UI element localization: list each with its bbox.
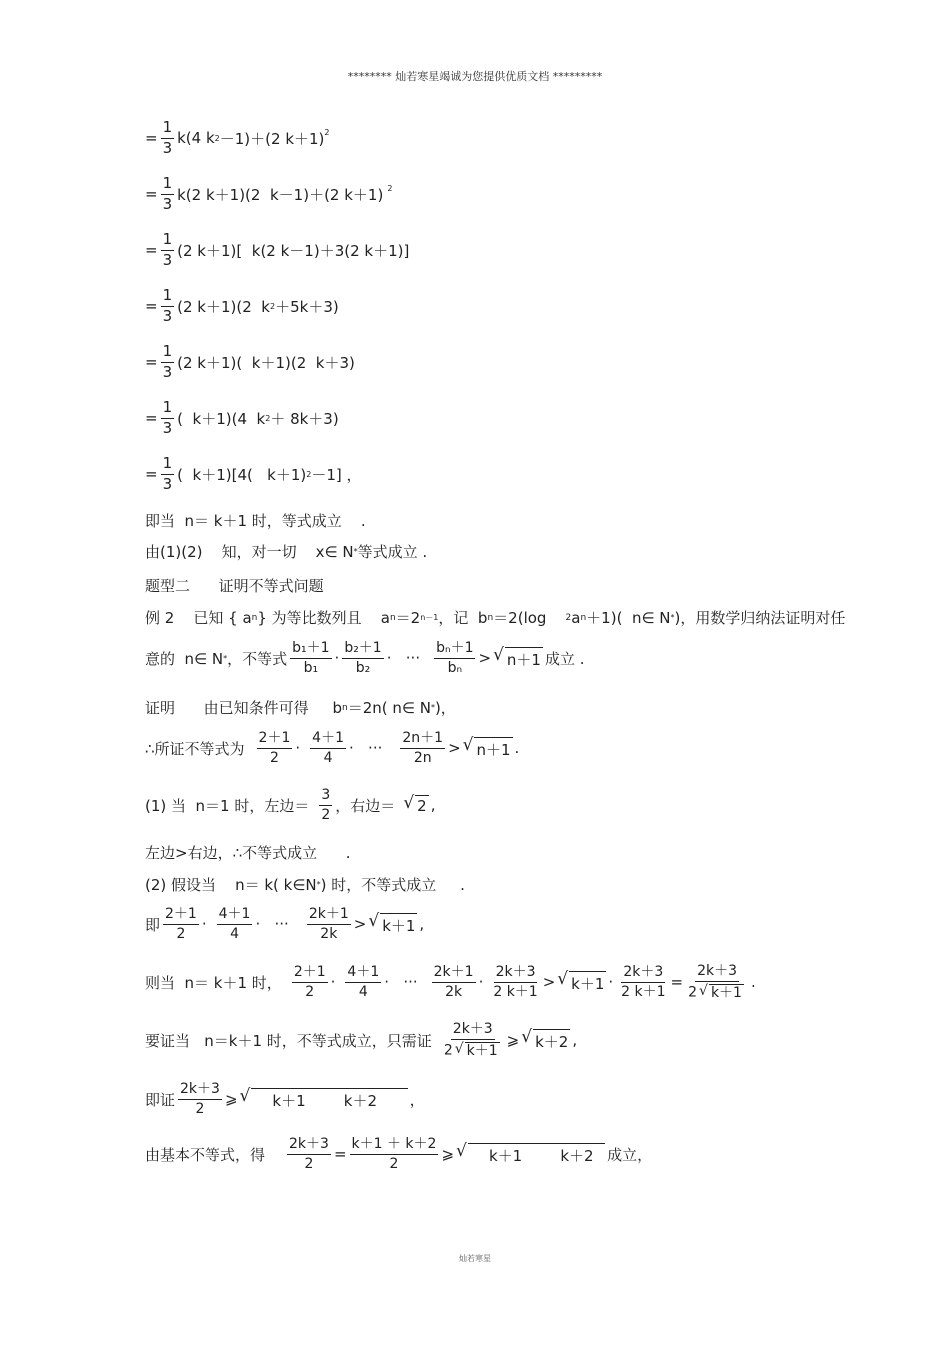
fraction-one-third: $\frac{1}{3}$ — [162, 454, 173, 493]
fraction: $\frac{4+1}{4}$ — [312, 730, 344, 766]
square-root: √ k＋1 — [368, 910, 416, 935]
equation-line-1: = $\frac{1}{3}$ k(4 k 2 －1)＋(2 k＋1) $^2$ — [145, 118, 330, 157]
basic-inequality: 由基本不等式，得 $\frac{2k+3}{2}$ = $\frac{k+1 + k+2}{2}$ ⩾ √ k＋1 k＋2 成立， — [145, 1136, 653, 1172]
fraction: $\frac{4+1}{4}$ — [218, 906, 251, 942]
fraction: $\frac{\text{b₁＋1}}{\text{b₁}}$ — [292, 640, 330, 676]
square-root: √ k＋1 k＋2 — [456, 1140, 604, 1165]
fraction-one-third: $\frac{1}{3}$ — [162, 286, 173, 325]
square-root: √ k＋2 — [521, 1026, 569, 1051]
square-root: √ n＋1 — [462, 734, 511, 759]
case-2-hypothesis: (2) 假设当 n＝ k( k∈N * ) 时，不等式成立 . — [145, 876, 465, 894]
fraction: 2k＋3 2 √ k＋1 — [443, 1021, 498, 1059]
case-1: (1) 当 n＝1 时，左边＝ $\frac{3}{2}$ ，右边＝ √ 2 , — [145, 787, 436, 823]
fraction: $\frac{3}{2}$ — [321, 787, 331, 823]
need-to-prove: 要证当 n＝k＋1 时，不等式成立，只需证 2k＋3 2 √ k＋1 ⩾ √ k＋2 , — [145, 1021, 578, 1059]
case-1-conclusion: 左边>右边，∴不等式成立 . — [145, 844, 351, 862]
induction-step: 则当 n＝ k＋1 时， $\frac{2+1}{2}$ · $\frac{4+1}{4}$ · ··· $\frac{2k+1}{2k}$ · $\frac{2k+3}{2 k+1}$ > √ k＋1 · $\frac{2k+3}{2 k+1}$ = 2k＋3 2 √ k＋1 . — [145, 963, 756, 1001]
fraction: $\frac{4+1}{4}$ — [347, 964, 380, 1000]
fraction: $\frac{2+1}{2}$ — [293, 964, 326, 1000]
inequality-to-prove: ∴所证不等式为 $\frac{2+1}{2}$ · $\frac{4+1}{4}$ · ··· $\frac{2n+1}{2n}$ > √ n＋1 . — [145, 730, 520, 766]
proof-start: 证明 由已知条件可得 b n ＝2n( n∈ N * )， — [145, 699, 456, 717]
induction-hypothesis: 即 $\frac{2+1}{2}$ · $\frac{4+1}{4}$ · ··· $\frac{2k+1}{2k}$ > √ k＋1 , — [145, 906, 425, 942]
square-root: √ k＋1 — [557, 968, 605, 993]
fraction: $\frac{2+1}{2}$ — [165, 906, 197, 942]
page-header: ******** 灿若寒星竭诚为您提供优质文档 ********* — [347, 70, 603, 83]
fraction: $\frac{2k+3}{2 k+1}$ — [621, 964, 666, 1000]
equation-line-5: = $\frac{1}{3}$ (2 k＋1)( k＋1)(2 k＋3) — [145, 342, 355, 381]
fraction: $\frac{2k+1}{2k}$ — [433, 964, 474, 1000]
fraction-one-third: $\frac{1}{3}$ — [162, 398, 173, 437]
example-2-inequality: 意的 n∈ N * ，不等式 $\frac{\text{b₁＋1}}{\text{b₁}}$ · $\frac{\text{b₂＋1}}{\text{b₂}}$ · ··· $\frac{\text{bₙ＋1}}{\text{bₙ}}$ > √ n＋1 成立 . — [145, 640, 585, 676]
fraction: 2k＋3 2 √ k＋1 — [688, 963, 742, 1001]
fraction: $\frac{2k+3}{2 k+1}$ — [493, 964, 538, 1000]
example-2-statement: 例 2 已知 { a n } 为等比数列且 a n ＝2 n－1 ，记 b n ＝2(log 2 a n ＋1)( n∈ N * )，用数学归纳法证明对任 — [145, 608, 846, 627]
fraction-one-third: $\frac{1}{3}$ — [162, 174, 173, 213]
text-conclusion: 由(1)(2) 知，对一切 x∈ N * 等式成立 . — [145, 543, 428, 561]
square-root: √ k＋1 — [454, 1040, 498, 1059]
page-footer: 灿若寒星 — [459, 1254, 491, 1263]
section-heading: 题型二 证明不等式问题 — [145, 577, 324, 595]
equation-line-6: = $\frac{1}{3}$ ( k＋1)(4 k 2 ＋ 8k＋3) — [145, 398, 339, 437]
fraction: $\frac{2k+3}{2}$ — [180, 1081, 220, 1117]
fraction-one-third: $\frac{1}{3}$ — [162, 342, 173, 381]
square-root: √ k＋1 k＋2 — [239, 1085, 406, 1110]
equivalent-statement: 即证 $\frac{2k+3}{2}$ ⩾ √ k＋1 k＋2 ， — [145, 1081, 425, 1117]
fraction: $\frac{k+1 + k+2}{2}$ — [351, 1136, 437, 1172]
fraction: $\frac{2+1}{2}$ — [258, 730, 291, 766]
fraction: $\frac{\text{b₂＋1}}{\text{b₂}}$ — [344, 640, 382, 676]
fraction: $\frac{2n+1}{2n}$ — [402, 730, 444, 766]
fraction: $\frac{2k+3}{2}$ — [289, 1136, 329, 1172]
fraction: $\frac{\text{bₙ＋1}}{\text{bₙ}}$ — [436, 640, 474, 676]
square-root: √ n＋1 — [493, 644, 541, 669]
square-root: √ 2 — [403, 793, 427, 816]
fraction-one-third: $\frac{1}{3}$ — [162, 230, 173, 269]
equation-line-3: = $\frac{1}{3}$ (2 k＋1)[ k(2 k－1)＋3(2 k＋1)] — [145, 230, 410, 269]
square-root: √ k＋1 — [699, 982, 742, 1001]
fraction: $\frac{2k+1}{2k}$ — [308, 906, 349, 942]
text-equality-holds: 即当 n＝ k＋1 时，等式成立 . — [145, 512, 366, 530]
fraction-one-third: $\frac{1}{3}$ — [162, 118, 173, 157]
equation-line-2: = $\frac{1}{3}$ k(2 k＋1)(2 k－1)＋(2 k＋1) $^2$ — [145, 174, 393, 213]
equation-line-4: = $\frac{1}{3}$ (2 k＋1)(2 k 2 ＋5k＋3) — [145, 286, 339, 325]
equation-line-7: = $\frac{1}{3}$ ( k＋1)[4( k＋1) 2 －1] ， — [145, 454, 362, 493]
